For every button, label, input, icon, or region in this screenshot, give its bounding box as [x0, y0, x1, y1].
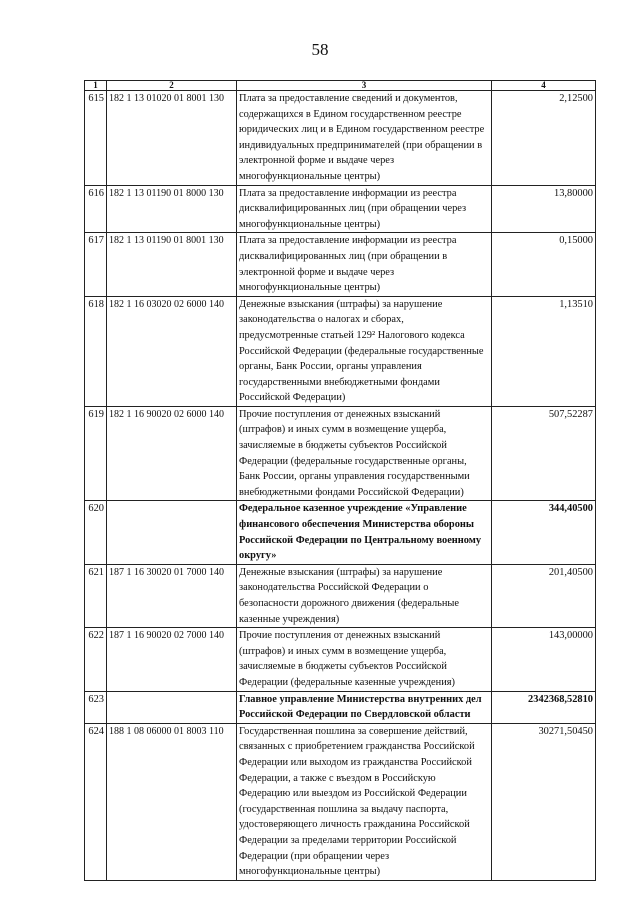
table-header-row [85, 81, 596, 91]
description-line: Российской Федерации) [239, 392, 346, 404]
description-line: (штрафов) и иных сумм в возмещение ущерба, [239, 424, 447, 436]
row-amount: 2,12500 [492, 91, 596, 186]
row-number: 623 [85, 691, 107, 723]
description-line: электронной форме и выдаче через [239, 155, 395, 167]
table-row [85, 564, 596, 627]
description-line: Плата за предоставление информации из реестра [239, 235, 457, 247]
budget-code: 182 1 13 01020 01 8001 130 [107, 91, 237, 186]
description-line: органы, Банк России, органы управления [239, 361, 422, 373]
row-description [237, 233, 492, 296]
description-line: многофункциональные центры) [239, 866, 381, 878]
description-line: Федеральное казенное учреждение «Управление [239, 503, 467, 515]
description-line: Плата за предоставление сведений и документов, [239, 93, 458, 104]
row-number: 619 [85, 406, 107, 501]
row-amount: 201,40500 [492, 564, 596, 627]
description-line: предусмотренные статьей 129² Налогового кодекса [239, 329, 465, 341]
row-number: 622 [85, 628, 107, 691]
row-amount: 30271,50450 [492, 723, 596, 880]
description-line: финансового обеспечения Министерства обороны [239, 519, 475, 531]
row-description [237, 91, 492, 186]
table-row [85, 406, 596, 501]
description-line: Денежные взыскания (штрафы) за нарушение [239, 566, 443, 578]
budget-code [107, 691, 237, 723]
row-amount: 2342368,52810 [492, 691, 596, 723]
row-description [237, 691, 492, 723]
budget-revenue-table [84, 80, 596, 881]
description-line: многофункциональные центры) [239, 170, 381, 182]
column-header-1: 1 [85, 81, 107, 91]
column-header-3: 3 [237, 81, 492, 91]
table-row [85, 296, 596, 406]
description-line: казенные учреждения) [239, 613, 340, 625]
description-line: дисквалифицированных лиц (при обращении через [239, 203, 467, 215]
row-number: 617 [85, 233, 107, 296]
description-line: Федерации (федеральные государственные органы, [239, 455, 467, 467]
table-row [85, 723, 596, 880]
description-line: связанных с приобретением гражданства Российской [239, 741, 475, 753]
description-line: дисквалифицированных лиц (при обращении в [239, 250, 448, 262]
row-description [237, 501, 492, 564]
description-line: Федерации или выходом из гражданства Российской [239, 756, 472, 768]
description-line: безопасности дорожного движения (федеральные [239, 598, 460, 609]
description-line: Российской Федерации по Свердловской области [239, 709, 471, 721]
row-amount: 1,13510 [492, 296, 596, 406]
description-line: содержащихся в Едином государственном реестре [239, 108, 462, 120]
row-description [237, 628, 492, 691]
table-row [85, 691, 596, 723]
table-row [85, 233, 596, 296]
description-line: Российской Федерации по Центральному военному [239, 534, 482, 546]
description-line: Федерации, а также с въездом в Российскую [239, 772, 436, 784]
table-row [85, 628, 596, 691]
description-line: юридических лиц и в Едином государственном реестре [239, 124, 485, 136]
row-description [237, 564, 492, 627]
description-line: Федерации (федеральные казенные учреждения) [239, 676, 456, 688]
row-number: 620 [85, 501, 107, 564]
description-line: Денежные взыскания (штрафы) за нарушение [239, 298, 443, 310]
row-number: 616 [85, 185, 107, 233]
column-header-2: 2 [107, 81, 237, 91]
row-amount: 0,15000 [492, 233, 596, 296]
description-line: Российской Федерации (федеральные государственные [239, 345, 484, 357]
description-line: многофункциональные центры) [239, 218, 381, 230]
description-line: удостоверяющего личность гражданина Российской [239, 819, 470, 831]
row-description [237, 185, 492, 233]
row-number: 624 [85, 723, 107, 880]
row-amount: 13,80000 [492, 185, 596, 233]
budget-code: 187 1 16 90020 02 7000 140 [107, 628, 237, 691]
budget-code: 187 1 16 30020 01 7000 140 [107, 564, 237, 627]
page-number: 58 [311, 40, 329, 59]
description-line: Федерацию или выездом из Российской Федерации [239, 788, 467, 800]
description-line: (штрафов) и иных сумм в возмещение ущерба, [239, 645, 447, 657]
description-line: Государственная пошлина за совершение действий, [239, 725, 468, 737]
budget-code: 182 1 16 90020 02 6000 140 [107, 406, 237, 501]
description-line: Прочие поступления от денежных взысканий [239, 408, 441, 420]
row-number: 615 [85, 91, 107, 186]
description-line: многофункциональные центры) [239, 282, 381, 294]
row-description [237, 723, 492, 880]
budget-code: 182 1 13 01190 01 8000 130 [107, 185, 237, 233]
description-line: законодательства о налогах и сборах, [239, 314, 404, 326]
description-line: округу» [239, 550, 277, 562]
row-description [237, 296, 492, 406]
description-line: Федерации (при обращении через [239, 850, 390, 862]
description-line: Главное управление Министерства внутренних дел [239, 693, 482, 705]
table-row [85, 91, 596, 186]
row-amount: 507,52287 [492, 406, 596, 501]
row-number: 621 [85, 564, 107, 627]
row-amount: 344,40500 [492, 501, 596, 564]
description-line: зачисляемые в бюджеты субъектов Российской [239, 661, 447, 673]
column-header-4: 4 [492, 81, 596, 91]
row-number: 618 [85, 296, 107, 406]
row-amount: 143,00000 [492, 628, 596, 691]
description-line: законодательства Российской Федерации о [239, 582, 429, 594]
description-line: внебюджетными фондами Российской Федерации) [239, 486, 464, 498]
description-line: зачисляемые в бюджеты субъектов Российской [239, 440, 447, 452]
description-line: Прочие поступления от денежных взысканий [239, 630, 441, 642]
description-line: Федерации за пределами территории Российской [239, 834, 457, 846]
budget-code: 188 1 08 06000 01 8003 110 [107, 723, 237, 880]
row-description [237, 406, 492, 501]
budget-code [107, 501, 237, 564]
description-line: Банк России, органы управления государственными [239, 471, 470, 483]
description-line: электронной форме и выдаче через [239, 266, 395, 278]
description-line: индивидуальных предпринимателей (при обращении в [239, 139, 483, 151]
description-line: Плата за предоставление информации из реестра [239, 187, 457, 199]
table-row [85, 185, 596, 233]
description-line: государственными внебюджетными фондами [239, 376, 440, 388]
table-row [85, 501, 596, 564]
budget-code: 182 1 13 01190 01 8001 130 [107, 233, 237, 296]
description-line: (государственная пошлина за выдачу паспорта, [239, 803, 449, 815]
budget-code: 182 1 16 03020 02 6000 140 [107, 296, 237, 406]
